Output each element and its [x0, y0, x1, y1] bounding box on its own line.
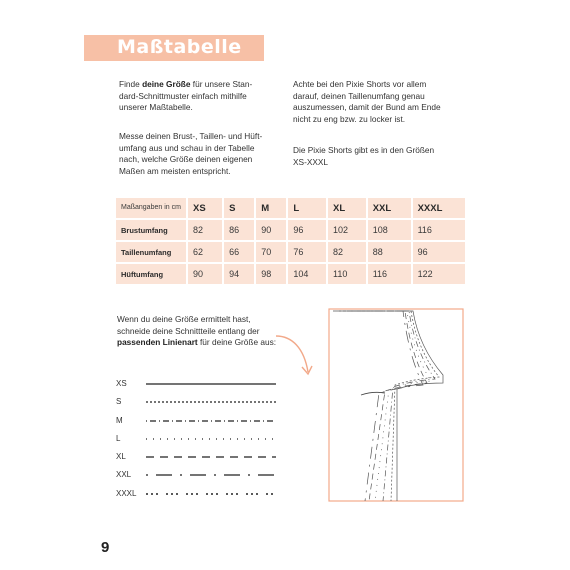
- table-cell: 98: [256, 264, 286, 284]
- row-label-hueftumfang: Hüftumfang: [116, 264, 186, 284]
- table-cell: 82: [188, 220, 222, 240]
- pattern-frame: [329, 309, 463, 501]
- table-cell: 96: [413, 242, 465, 262]
- legend-label-xl: XL: [116, 452, 126, 461]
- intro-p1-bold: deine Größe: [142, 79, 191, 89]
- table-cell: 82: [328, 242, 366, 262]
- table-cell: 104: [288, 264, 326, 284]
- size-header-m: M: [256, 198, 286, 218]
- size-header-xs: XS: [188, 198, 222, 218]
- table-cell: 70: [256, 242, 286, 262]
- table-cell: 86: [224, 220, 254, 240]
- size-header-s: S: [224, 198, 254, 218]
- legend-lines: [144, 378, 280, 498]
- row-label-brustumfang: Brustumfang: [116, 220, 186, 240]
- table-cell: 94: [224, 264, 254, 284]
- intro-p1-pre: Finde: [119, 79, 143, 89]
- row-label-taillenumfang: Taillenumfang: [116, 242, 186, 262]
- table-cell: 90: [256, 220, 286, 240]
- legend-label-xxl: XXL: [116, 470, 132, 479]
- legend-label-xs: XS: [116, 379, 127, 388]
- intro-paragraph-1: [119, 79, 269, 114]
- table-cell: 102: [328, 220, 366, 240]
- page-title: Maßtabelle: [117, 36, 242, 58]
- table-cell: 62: [188, 242, 222, 262]
- table-corner-label: Maßangaben in cm: [116, 198, 186, 218]
- intro-p1-post: für unsere Stan-dard-Schnittmuster einfach mithilfe unserer Maßtabelle.: [119, 79, 253, 112]
- instructions-bold: passenden Linienart: [117, 337, 198, 347]
- intro-paragraph-2: Messe deinen Brust-, Taillen- und Hüft-umfang aus und schau in der Tabelle nach, welche Größe deinen eigenen Maßen am meisten entspricht.: [119, 131, 263, 176]
- pointer-arrow-icon: [270, 330, 320, 380]
- table-cell: 76: [288, 242, 326, 262]
- instructions-pre: Wenn du deine Größe ermittelt hast, schneide deine Schnittteile entlang der: [117, 314, 260, 336]
- size-header-xxxl: XXXL: [413, 198, 465, 218]
- table-cell: 116: [413, 220, 465, 240]
- shorts-sizes-paragraph: Die Pixie Shorts gibt es in den Größen XS-XXXL: [293, 145, 435, 167]
- legend-label-m: M: [116, 416, 123, 425]
- table-cell: 122: [413, 264, 465, 284]
- instructions-post: für deine Größe aus:: [197, 337, 277, 347]
- table-cell: 110: [328, 264, 366, 284]
- legend-label-xxxl: XXXL: [116, 489, 137, 498]
- legend-label-s: S: [116, 397, 122, 406]
- table-cell: 108: [368, 220, 411, 240]
- table-cell: 116: [368, 264, 411, 284]
- table-row: [116, 264, 465, 284]
- size-table: [114, 196, 467, 286]
- size-header-xl: XL: [328, 198, 366, 218]
- pattern-preview: [325, 305, 467, 505]
- legend-label-l: L: [116, 434, 121, 443]
- table-cell: 96: [288, 220, 326, 240]
- table-cell: 90: [188, 264, 222, 284]
- size-header-l: L: [288, 198, 326, 218]
- table-cell: 88: [368, 242, 411, 262]
- table-cell: 66: [224, 242, 254, 262]
- size-header-xxl: XXL: [368, 198, 411, 218]
- table-row: [116, 242, 465, 262]
- page-number: 9: [101, 539, 110, 556]
- table-row: [116, 220, 465, 240]
- shorts-note-paragraph: Achte bei den Pixie Shorts vor allem darauf, deinen Taillenumfang genau auszumessen, damit der Bund am Ende nicht zu eng bzw. zu locker ist.: [293, 79, 441, 124]
- instructions-paragraph: [117, 314, 277, 349]
- table-header-row: [116, 198, 465, 218]
